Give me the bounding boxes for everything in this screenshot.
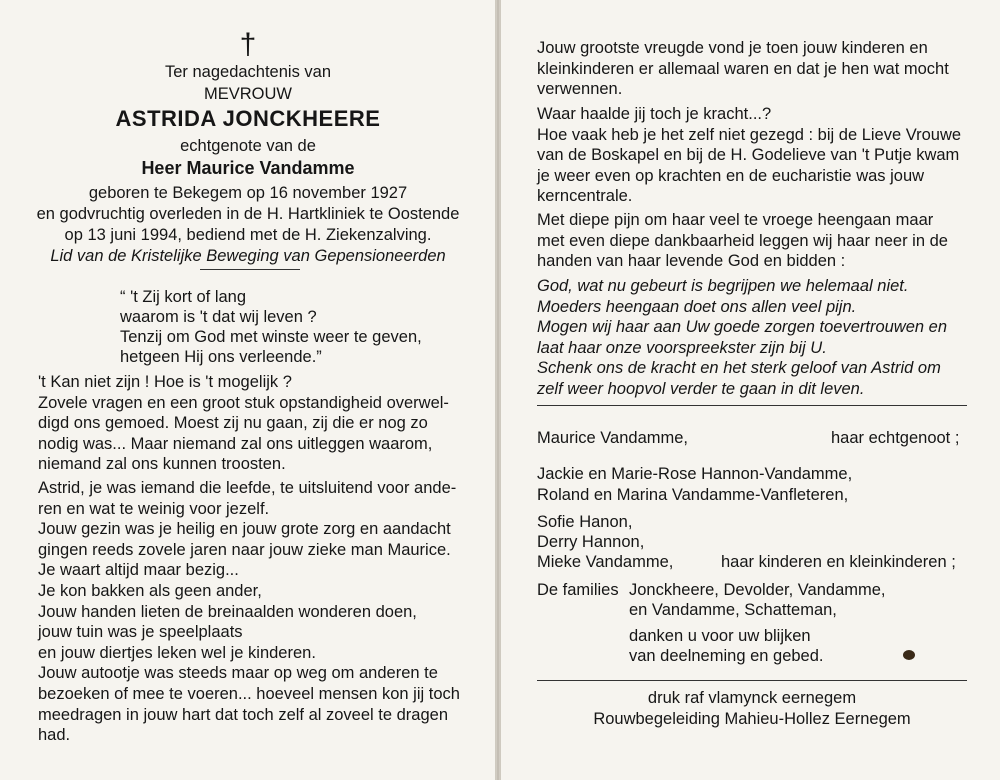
intro-text: Ter nagedachtenis van (164, 63, 332, 81)
thanks-line: danken u voor uw blijken (629, 627, 811, 645)
husband-name: Maurice Vandamme, (537, 429, 689, 447)
paragraph-joy (537, 38, 967, 100)
families-label: De families (537, 581, 619, 599)
spouse-name: Heer Maurice Vandamme (141, 158, 355, 178)
text-line: nodig was... Maar niemand zal ons uitleggen waarom, (38, 434, 433, 453)
poem-line: Tenzij om God met winste weer te geven, (120, 328, 422, 346)
text-line: 't Kan niet zijn ! Hoe is 't mogelijk ? (38, 373, 292, 391)
text-line: niemand zal ons kunnen troosten. (38, 455, 286, 474)
prayer-line: zelf weer hoopvol verder te gaan in dit leven. (537, 379, 865, 398)
text-line: Jouw grootste vreugde vond je toen jouw kinderen en (537, 39, 928, 57)
text-line: Jouw handen lieten de breinaalden wonderen doen, (38, 602, 417, 621)
text-line: Zovele vragen en een groot stuk opstandigheid overwel- (38, 393, 449, 412)
grandchild-line: Sofie Hanon, (537, 513, 633, 531)
families-line: Jonckheere, Devolder, Vandamme, (629, 581, 886, 599)
text-line: je weer even op krachten en de eucharistie was jouw (537, 166, 925, 185)
undertaker-credit: Rouwbegeleiding Mahieu-Hollez Eernegem (593, 710, 911, 728)
text-line: jouw tuin was je speelplaats (38, 623, 243, 642)
text-line: Met diepe pijn om haar veel te vroege heengaan maar (537, 211, 934, 229)
text-line: van de Boskapel en bij de H. Godelieve van 't Putje kwam (537, 146, 960, 165)
text-line: kerncentrale. (537, 187, 633, 206)
grandchild-line: Mieke Vandamme, (537, 553, 674, 571)
text-line: kleinkinderen er allemaal waren en dat je hen wat mocht (537, 59, 949, 78)
prayer-line: Moeders heengaan doet ons allen veel pijn. (537, 297, 857, 316)
poem-line: hetgeen Hij ons verleende.” (120, 348, 322, 366)
text-line: Hoe vaak heb je het zelf niet gezegd : bij de Lieve Vrouwe (537, 125, 962, 144)
prayer (537, 276, 967, 400)
prayer-line: laat haar onze voorspreekster zijn bij U. (537, 338, 827, 357)
families-line: en Vandamme, Schatteman, (629, 601, 837, 619)
paragraph-farewell (537, 210, 967, 272)
paragraph-grief (38, 372, 468, 475)
deceased-name: ASTRIDA JONCKHEERE (115, 106, 381, 131)
spouse-intro: echtgenote van de (180, 137, 316, 155)
prayer-line: Schenk ons de kracht en het sterk geloof van Astrid om (537, 359, 941, 378)
thanks-line: van deelneming en gebed. (629, 647, 824, 665)
text-line: Astrid, je was iemand die leefde, te uitsluitend voor ande- (38, 479, 457, 497)
text-line: bezoeken of mee te voeren... hoeveel mensen kon jij toch (38, 684, 460, 703)
grandchild-line: Derry Hannon, (537, 533, 645, 551)
right-page (500, 0, 1000, 780)
cross-icon: † (239, 28, 257, 61)
text-line: met even diepe dankbaarheid leggen wij haar neer in de (537, 231, 948, 250)
children-line: Roland en Marina Vandamme-Vanfleteren, (537, 486, 849, 504)
text-line: Je waart altijd maar bezig... (38, 561, 239, 580)
bio-line: en godvruchtig overleden in de H. Hartkliniek te Oostende (36, 205, 460, 223)
divider (200, 269, 300, 270)
poem-line: “ 't Zij kort of lang (120, 288, 247, 306)
membership-text: Lid van de Kristelijke Beweging van Gepensioneerden (50, 247, 446, 265)
text-line: digd ons gemoed. Moest zij nu gaan, zij die er nog zo (38, 414, 428, 433)
text-line: verwennen. (537, 80, 623, 99)
prayer-line: Mogen wij haar aan Uw goede zorgen toevertrouwen en (537, 318, 948, 337)
children-line: Jackie en Marie-Rose Hannon-Vandamme, (537, 465, 853, 483)
poem (120, 287, 422, 367)
text-line: meedragen in jouw hart dat toch zelf al zoveel te dragen (38, 705, 449, 724)
text-line: Je kon bakken als geen ander, (38, 581, 262, 600)
text-line: ren en wat te weinig voor jezelf. (38, 499, 270, 518)
divider (537, 405, 967, 406)
prayer-line: God, wat nu gebeurt is begrijpen we helemaal niet. (537, 277, 909, 295)
text-line: Jouw gezin was je heilig en jouw grote zorg en aandacht (38, 520, 451, 539)
text-line: had. (38, 726, 71, 745)
text-line: gingen reeds zovele jaren naar jouw zieke man Maurice. (38, 540, 451, 559)
text-line: en jouw diertjes leken wel je kinderen. (38, 643, 316, 662)
paragraph-life (38, 478, 468, 746)
grandchildren-role: haar kinderen en kleinkinderen ; (721, 553, 956, 571)
bio-line: op 13 juni 1994, bediend met de H. Ziekenzalving. (64, 226, 432, 244)
printer-credit: druk raf vlamynck eernegem (647, 689, 857, 707)
poem-line: waarom is 't dat wij leven ? (120, 308, 317, 326)
title-text: MEVROUW (204, 85, 292, 103)
husband-role: haar echtgenoot ; (831, 429, 960, 447)
text-line: handen van haar levende God en bidden : (537, 252, 846, 271)
paragraph-strength (537, 104, 967, 207)
left-page (0, 0, 496, 780)
text-line: Waar haalde jij toch je kracht...? (537, 105, 772, 123)
ink-stain (903, 650, 915, 660)
bio-line: geboren te Bekegem op 16 november 1927 (88, 184, 408, 202)
text-line: Jouw autootje was steeds maar op weg om anderen te (38, 664, 438, 683)
divider (537, 680, 967, 681)
